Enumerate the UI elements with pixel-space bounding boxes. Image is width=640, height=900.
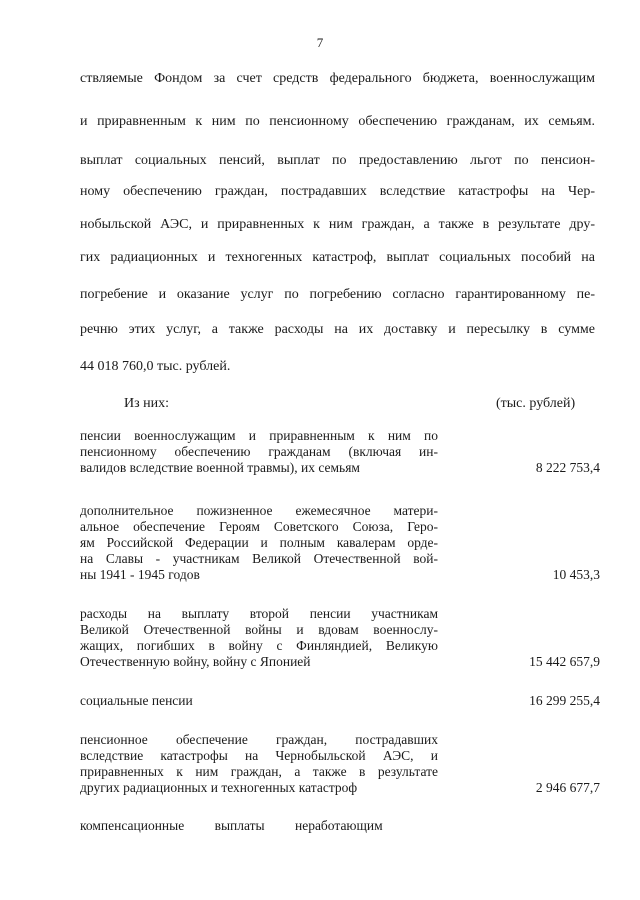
intro-line: ному обеспечению граждан, пострадавших вследствие катастрофы на Чер-	[80, 184, 595, 199]
item-amount: 16 299 255,4	[529, 693, 600, 708]
expense-item-compensation-payments	[80, 818, 600, 834]
expense-item-chernobyl-pensions	[80, 732, 600, 796]
intro-line-last: 44 018 760,0 тыс. рублей.	[80, 359, 231, 374]
item-description	[80, 732, 438, 796]
item-description	[80, 606, 438, 670]
item-description	[80, 818, 438, 834]
item-line: ны 1941 - 1945 годов	[80, 567, 200, 582]
item-line: на Славы - участникам Великой Отечественной вой-	[80, 551, 438, 566]
page-number: 7	[316, 35, 324, 50]
header-left-label: Из них:	[124, 396, 170, 411]
item-line: расходы на выплату второй пенсии участникам	[80, 606, 438, 621]
item-line: Великой Отечественной войны и вдовам военнослу-	[80, 622, 438, 637]
intro-line: и приравненным к ним по пенсионному обеспечению гражданам, их семьям.	[80, 114, 595, 129]
item-amount: 2 946 677,7	[535, 780, 600, 795]
intro-line: гих радиационных и техногенных катастроф, выплат социальных пособий на	[80, 250, 595, 265]
expense-item-military-pensions	[80, 428, 600, 476]
item-line: ям Российской Федерации и полным кавалерам орде-	[80, 535, 438, 550]
item-line: пенсии военнослужащим и приравненным к ним по	[80, 428, 438, 443]
item-line: социальные пенсии	[80, 693, 193, 708]
item-line: пенсионное обеспечение граждан, пострадавших	[80, 732, 438, 747]
intro-line: погребение и оказание услуг по погребению согласно гарантированному пе-	[80, 287, 595, 302]
item-line: валидов вследствие военной травмы), их семьям	[80, 460, 360, 475]
item-line: приравненных к ним граждан, а также в результате	[80, 764, 438, 779]
expense-item-social-pensions	[80, 693, 600, 709]
expense-item-second-pension	[80, 606, 600, 670]
intro-line: нобыльской АЭС, и приравненных к ним граждан, а также в результате дру-	[80, 217, 595, 232]
intro-line: ствляемые Фондом за счет средств федерального бюджета, военнослужащим	[80, 71, 595, 86]
item-description	[80, 503, 438, 583]
item-line: компенсационные выплаты неработающим	[80, 818, 383, 833]
intro-line: речню этих услуг, а также расходы на их доставку и пересылку в сумме	[80, 322, 595, 337]
expense-item-heroes-support	[80, 503, 600, 583]
intro-line: выплат социальных пенсий, выплат по предоставлению льгот по пенсион-	[80, 153, 595, 168]
item-description	[80, 428, 438, 476]
item-line: вследствие катастрофы на Чернобыльской АЭС, и	[80, 748, 438, 763]
item-line: Отечественную войну, войну с Японией	[80, 654, 311, 669]
item-line: пенсионному обеспечению гражданам (включая ин-	[80, 444, 438, 459]
table-header	[0, 396, 640, 414]
item-line: жащих, погибших в войну с Финляндией, Великую	[80, 638, 438, 653]
item-amount: 15 442 657,9	[529, 654, 600, 669]
item-line: дополнительное пожизненное ежемесячное матери-	[80, 503, 438, 518]
header-unit-label: (тыс. рублей)	[496, 396, 576, 411]
item-line: альное обеспечение Героям Советского Союза, Геро-	[80, 519, 438, 534]
item-amount: 10 453,3	[552, 567, 600, 582]
item-line: других радиационных и техногенных катастроф	[80, 780, 358, 795]
item-amount: 8 222 753,4	[535, 460, 600, 475]
item-description	[80, 693, 438, 709]
